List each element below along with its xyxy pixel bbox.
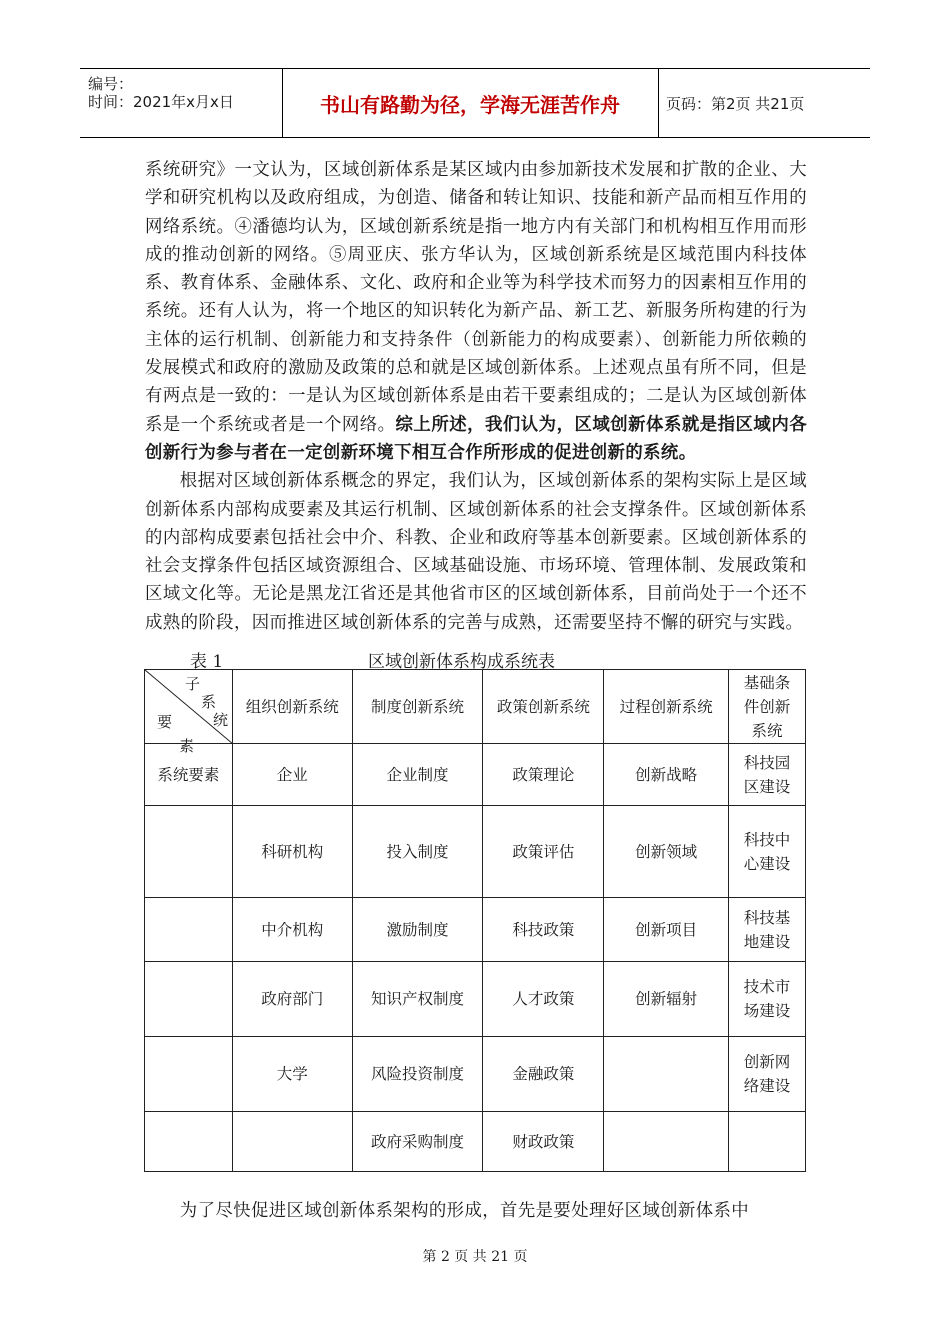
table-cell xyxy=(145,806,233,898)
table-cell xyxy=(604,1112,729,1172)
corner-su: 素 xyxy=(179,737,195,755)
paragraph-1-conclusion: 综上所述，我们认为，区域创新体系就是指区域内各创新行为参与者在一定创新环境下相互合作所形成的促进创新的系统。 xyxy=(145,414,808,463)
table-cell: 政府采购制度 xyxy=(352,1112,483,1172)
table-cell: 创新领域 xyxy=(604,806,729,898)
paragraph-2: 根据对区域创新体系概念的界定，我们认为，区域创新体系的架构实际上是区域创新体系内部构成要素及其运行机制、区域创新体系的社会支撑条件。区域创新体系的内部构成要素包括社会中介、科教、企业和政府等基本创新要素。区域创新体系的社会支撑条件包括区域资源组合、区域基础设施、市场环境、管理体制、发展政策和区域文化等。无论是黑龙江省还是其他省市区的区域创新体系，目前尚处于一个还不成熟的阶段，因而推进区域创新体系的完善与成熟，还需要坚持不懈的研究与实践。 xyxy=(145,471,807,633)
corner-tong: 统 xyxy=(213,711,229,729)
table-cell: 创新辐射 xyxy=(604,962,729,1037)
page-header xyxy=(80,68,870,138)
table-cell: 中介机构 xyxy=(232,898,352,962)
table-cell: 人才政策 xyxy=(483,962,604,1037)
table-cell: 企业 xyxy=(232,744,352,806)
table-row xyxy=(145,1037,806,1112)
table-cell xyxy=(145,1037,233,1112)
doc-number-label: 编号： xyxy=(88,75,134,93)
table-cell xyxy=(145,962,233,1037)
table-cell xyxy=(729,1112,806,1172)
table-cell: 科技园区建设 xyxy=(729,744,806,806)
table-cell: 投入制度 xyxy=(352,806,483,898)
table-cell: 企业制度 xyxy=(352,744,483,806)
table-header-row xyxy=(145,670,806,744)
table-cell: 创新项目 xyxy=(604,898,729,962)
row-label: 系统要素 xyxy=(145,744,233,806)
table-cell: 激励制度 xyxy=(352,898,483,962)
body-text xyxy=(145,156,807,637)
paragraph-1-text: 系统研究》一文认为，区域创新体系是某区域内由参加新技术发展和扩散的企业、大学和研究机构以及政府组成，为创造、储备和转让知识、技能和新产品而相互作用的网络系统。④潘德均认为，区域创新系统是指一地方内有关部门和机构相互作用而形成的推动创新的网络。⑤周亚庆、张方华认为，区域创新系统是区域范围内科技体系、教育体系、金融体系、文化、政府和企业等为科学技术而努力的因素相互作用的系统。还有人认为，将一个地区的知识转化为新产品、新工艺、新服务所构建的行为主体的运行机制、创新能力和支持条件（创新能力的构成要素）、创新能力所依赖的发展模式和政府的激励及政策的总和就是区域创新体系。上述观点虽有所不同，但是有两点是一致的：一是认为区域创新体系是由若干要素组成的；二是认为区域创新体系是一个系统或者是一个网络。 xyxy=(145,160,807,435)
table-cell: 知识产权制度 xyxy=(352,962,483,1037)
table-cell: 金融政策 xyxy=(483,1037,604,1112)
table-row xyxy=(145,962,806,1037)
table-cell: 大学 xyxy=(232,1037,352,1112)
system-table xyxy=(144,669,806,1172)
table-cell: 政策评估 xyxy=(483,806,604,898)
table-cell xyxy=(145,1112,233,1172)
table-cell: 科研机构 xyxy=(232,806,352,898)
table-cell: 风险投资制度 xyxy=(352,1037,483,1112)
table-cell xyxy=(232,1112,352,1172)
page-number: 第 2 页 共 21 页 xyxy=(422,1249,528,1265)
table-cell xyxy=(145,898,233,962)
table-title: 区域创新体系构成系统表 xyxy=(368,652,555,672)
table-cell: 政策理论 xyxy=(483,744,604,806)
table-label: 表 1 xyxy=(190,652,224,672)
table-cell: 财政政策 xyxy=(483,1112,604,1172)
table-cell: 科技基地建设 xyxy=(729,898,806,962)
table-row xyxy=(145,898,806,962)
table-cell: 创新战略 xyxy=(604,744,729,806)
table-cell xyxy=(604,1037,729,1112)
table-row xyxy=(145,806,806,898)
table-cell: 政府部门 xyxy=(232,962,352,1037)
header-org: 组织创新系统 xyxy=(232,670,352,744)
header-motto: 书山有路勤为径，学海无涯苦作舟 xyxy=(282,69,659,137)
header-process: 过程创新系统 xyxy=(604,670,729,744)
table-row xyxy=(145,1112,806,1172)
corner-xi: 系 xyxy=(201,693,217,711)
header-page-info: 页码：第2页 共21页 xyxy=(666,94,805,113)
table-cell: 技术市场建设 xyxy=(729,962,806,1037)
corner-zi: 子 xyxy=(185,675,201,693)
header-meta xyxy=(80,69,283,137)
paragraph-3: 为了尽快促进区域创新体系架构的形成，首先是要处理好区域创新体系中 xyxy=(179,1201,750,1221)
header-base: 基础条件创新系统 xyxy=(729,670,806,744)
table-cell: 科技政策 xyxy=(483,898,604,962)
corner-yao: 要 xyxy=(157,713,173,731)
header-policy: 政策创新系统 xyxy=(483,670,604,744)
table-cell: 创新网络建设 xyxy=(729,1037,806,1112)
table-corner-cell xyxy=(145,670,233,755)
table-cell: 科技中心建设 xyxy=(729,806,806,898)
paragraph-1 xyxy=(145,156,807,467)
doc-time-label: 时间：2021年x月x日 xyxy=(88,93,234,111)
table-row xyxy=(145,744,806,806)
header-inst: 制度创新系统 xyxy=(352,670,483,744)
